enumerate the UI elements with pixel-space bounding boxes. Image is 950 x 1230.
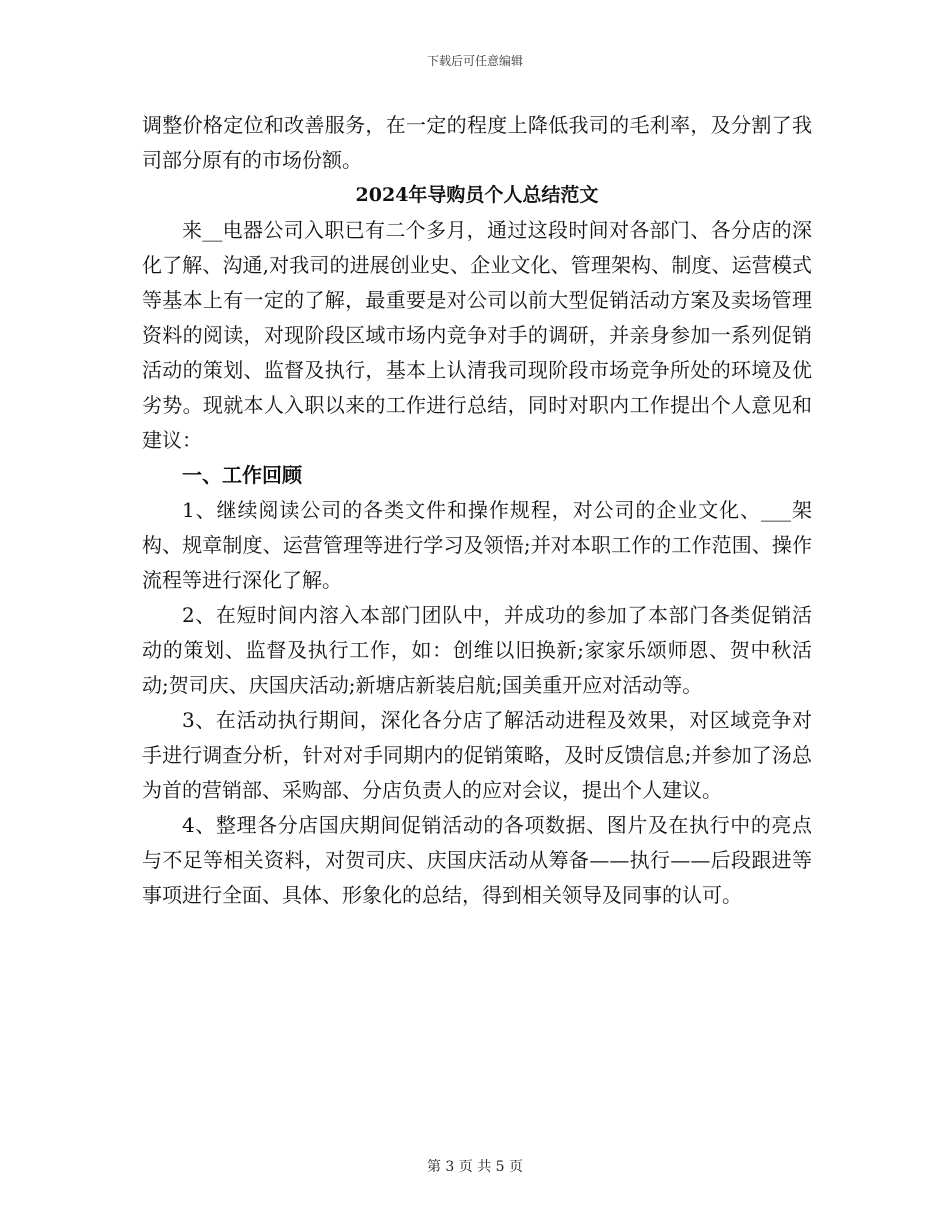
page-header: 下载后可任意编辑 — [426, 54, 523, 68]
page-number: 第 3 页 共 5 页 — [426, 1159, 524, 1175]
document-title: 2024年导购员个人总结范文 — [355, 184, 599, 206]
opening-paragraph: 来__电器公司入职已有二个多月，通过这段时间对各部门、各分店的深化了解、沟通,对我司的进展创业史、企业文化、管理架构、制度、运营模式等基本上有一定的了解，最重要是对公司以前大型促销活动方案及卖场管理资料的阅读，对现阶段区域市场内竞争对手的调研，并亲身参加一系列促销活动的策划、监督及执行，基本上认清我司现阶段市场竞争所处的环境及优劣势。现就本人入职以来的工作进行总结，同时对职内工作提出个人意见和建议： — [142, 218, 812, 452]
list-item-1: 1、继续阅读公司的各类文件和操作规程，对公司的企业文化、___架构、规章制度、运营管理等进行学习及领悟;并对本职工作的工作范围、操作流程等进行深化了解。 — [142, 498, 812, 592]
list-item-2: 2、在短时间内溶入本部门团队中，并成功的参加了本部门各类促销活动的策划、监督及执行工作，如：创维以旧换新;家家乐颂师恩、贺中秋活动;贺司庆、庆国庆活动;新塘店新装启航;国美重开应对活动等。 — [142, 603, 812, 697]
intro-continuation-paragraph: 调整价格定位和改善服务，在一定的程度上降低我司的毛利率，及分割了我司部分原有的市场份额。 — [142, 113, 812, 172]
section-heading: 一、工作回顾 — [182, 463, 302, 487]
list-item-4: 4、整理各分店国庆期间促销活动的各项数据、图片及在执行中的亮点与不足等相关资料，对贺司庆、庆国庆活动从筹备——执行——后段跟进等事项进行全面、具体、形象化的总结，得到相关领导及同事的认可。 — [142, 813, 812, 907]
list-item-3: 3、在活动执行期间，深化各分店了解活动进程及效果，对区域竞争对手进行调查分析，针对对手同期内的促销策略，及时反馈信息;并参加了汤总为首的营销部、采购部、分店负责人的应对会议，提出个人建议。 — [142, 708, 812, 802]
document-body — [142, 108, 812, 913]
